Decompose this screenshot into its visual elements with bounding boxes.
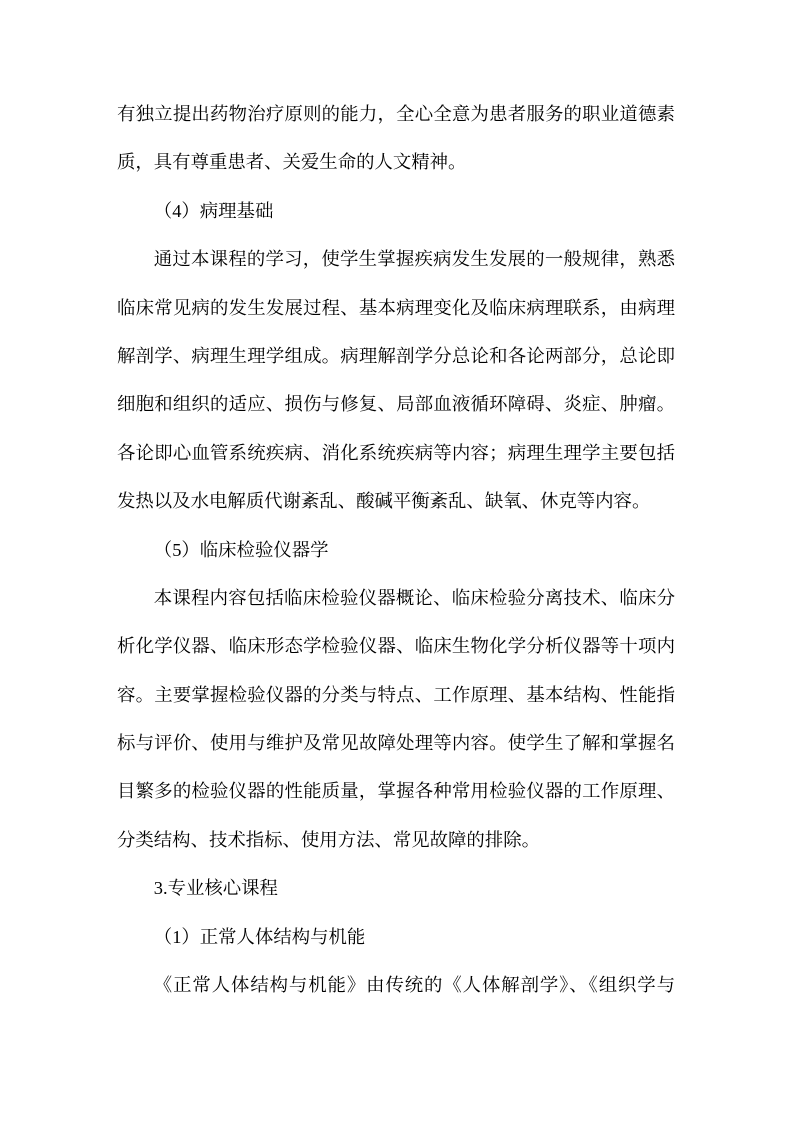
text-line: 质，具有尊重患者、关爱生命的人文精神。: [117, 152, 467, 173]
text-line: 析化学仪器、临床形态学检验仪器、临床生物化学分析仪器等十项内: [117, 636, 675, 657]
text-line: 细胞和组织的适应、损伤与修复、局部血液循环障碍、炎症、肿瘤。: [117, 394, 675, 415]
text-line: 容。主要掌握检验仪器的分类与特点、工作原理、基本结构、性能指: [117, 684, 675, 705]
text-line: 通过本课程的学习，使学生掌握疾病发生发展的一般规律，熟悉: [153, 249, 675, 270]
text-line: 各论即心血管系统疾病、消化系统疾病等内容；病理生理学主要包括: [117, 442, 675, 463]
text-line: （1）正常人体结构与机能: [153, 926, 366, 947]
text-line: 发热以及水电解质代谢紊乱、酸碱平衡紊乱、缺氧、休克等内容。: [117, 491, 651, 512]
text-line: 本课程内容包括临床检验仪器概论、临床检验分离技术、临床分: [153, 587, 675, 608]
text-line: 有独立提出药物治疗原则的能力，全心全意为患者服务的职业道德素: [117, 104, 675, 124]
text-line: 分类结构、技术指标、使用方法、常见故障的排除。: [117, 829, 540, 850]
text-line: （4）病理基础: [153, 200, 274, 221]
text-line: （5）临床检验仪器学: [153, 539, 329, 560]
text-line: 标与评价、使用与维护及常见故障处理等内容。使学生了解和掌握名: [117, 733, 675, 754]
text-line: 《正常人体结构与机能》由传统的《人体解剖学》、《组织学与: [153, 975, 675, 996]
text-line: 目繁多的检验仪器的性能质量，掌握各种常用检验仪器的工作原理、: [117, 781, 675, 802]
text-line: 3.专业核心课程: [153, 878, 278, 899]
text-line: 临床常见病的发生发展过程、基本病理变化及临床病理联系，由病理: [117, 297, 675, 318]
document-body: [117, 90, 675, 1009]
text-line: 解剖学、病理生理学组成。病理解剖学分总论和各论两部分，总论即: [117, 345, 675, 366]
